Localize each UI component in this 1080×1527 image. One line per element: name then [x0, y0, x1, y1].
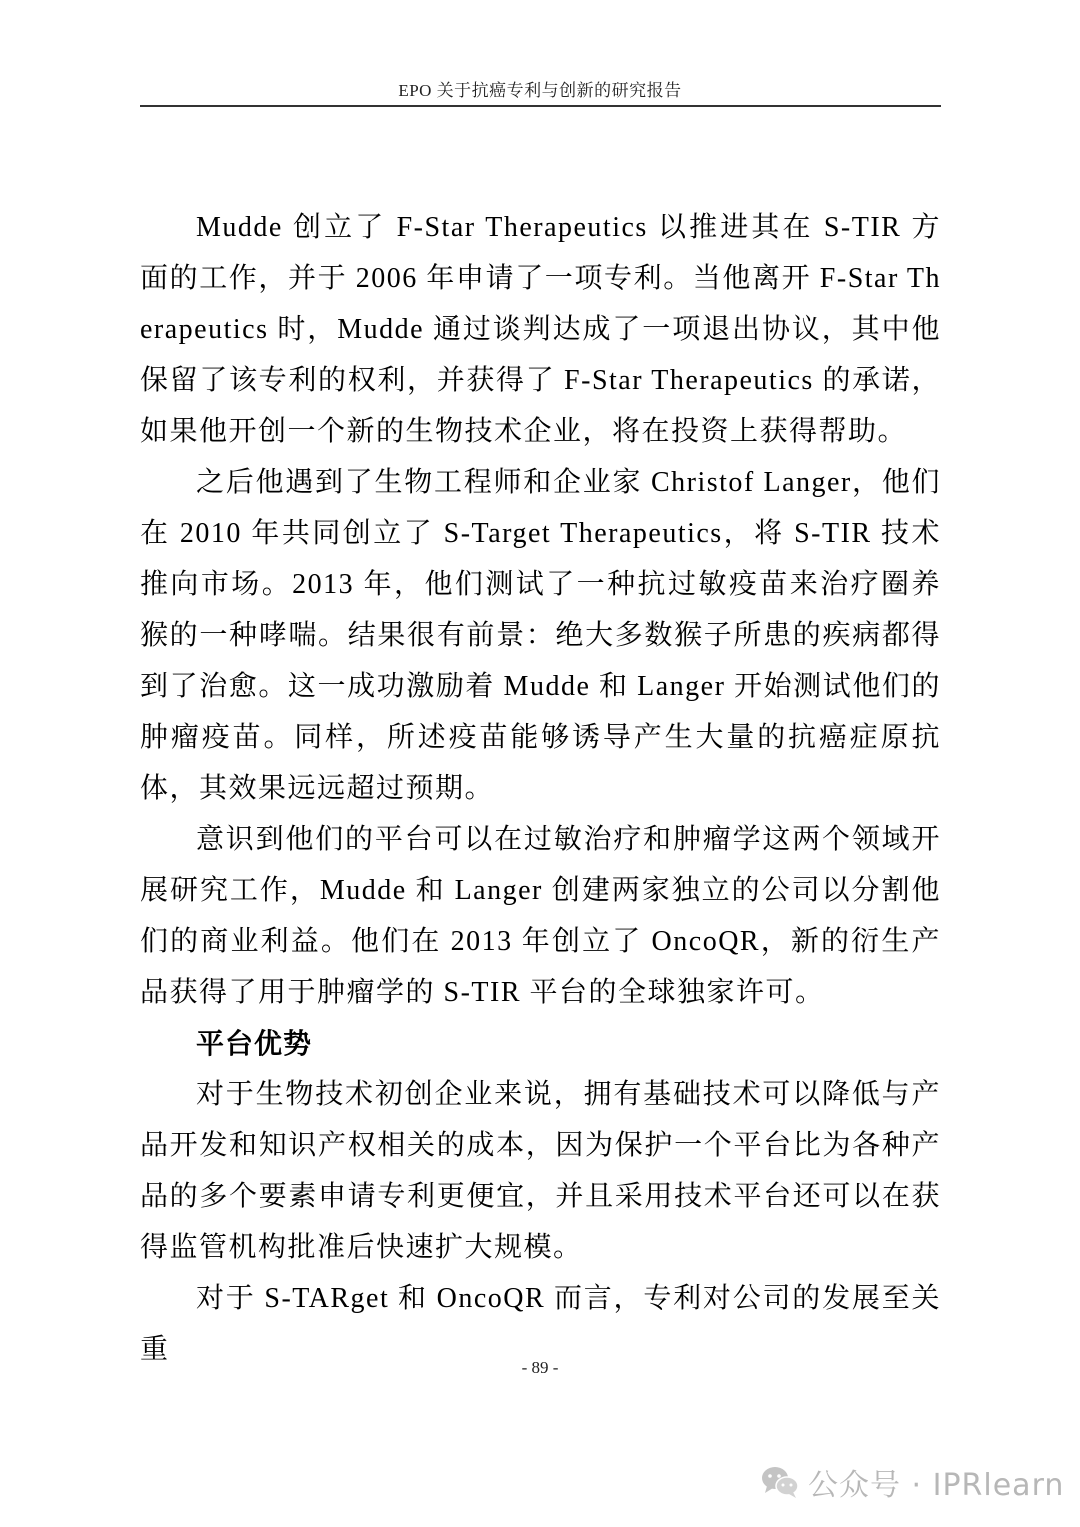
- watermark-text: 公众号 · IPRlearn: [808, 1468, 1065, 1503]
- wechat-icon: [760, 1465, 800, 1499]
- watermark: [760, 1460, 1064, 1504]
- paragraph: 对于 S-TARget 和 OncoQR 而言，专利对公司的发展至关重: [140, 1283, 941, 1365]
- section-heading: 平台优势: [196, 1027, 313, 1060]
- header-rule: [140, 105, 941, 107]
- body-text: [140, 202, 941, 1375]
- running-header: EPO 关于抗癌专利与创新的研究报告: [398, 81, 682, 100]
- paragraph: 对于生物技术初创企业来说，拥有基础技术可以降低与产品开发和知识产权相关的成本，因为保护一个平台比为各种产品的多个要素申请专利更便宜，并且采用技术平台还可以在获得监管机构批准后快速扩大规模。: [140, 1079, 941, 1263]
- paragraph: 意识到他们的平台可以在过敏治疗和肿瘤学这两个领域开展研究工作，Mudde 和 Langer 创建两家独立的公司以分割他们的商业利益。他们在 2013 年创立了 OncoQR，新的衍生产品获得了用于肿瘤学的 S-TIR 平台的全球独家许可。: [140, 824, 941, 1008]
- paragraph: Mudde 创立了 F-Star Therapeutics 以推进其在 S-TIR 方面的工作，并于 2006 年申请了一项专利。当他离开 F-Star Therapeutics 时，Mudde 通过谈判达成了一项退出协议，其中他保留了该专利的权利，并获得了 F-Star Therapeutics 的承诺，如果他开创一个新的生物技术企业，将在投资上获得帮助。: [140, 212, 941, 447]
- page-number: - 89 -: [521, 1358, 559, 1377]
- paragraph: 之后他遇到了生物工程师和企业家 Christof Langer，他们在 2010 年共同创立了 S-Target Therapeutics，将 S-TIR 技术推向市场。2013 年，他们测试了一种抗过敏疫苗来治疗圈养猴的一种哮喘。结果很有前景：绝大多数猴子所患的疾病都得到了治愈。这一成功激励着 Mudde 和 Langer 开始测试他们的肿瘤疫苗。同样，所述疫苗能够诱导产生大量的抗癌症原抗体，其效果远远超过预期。: [140, 467, 941, 804]
